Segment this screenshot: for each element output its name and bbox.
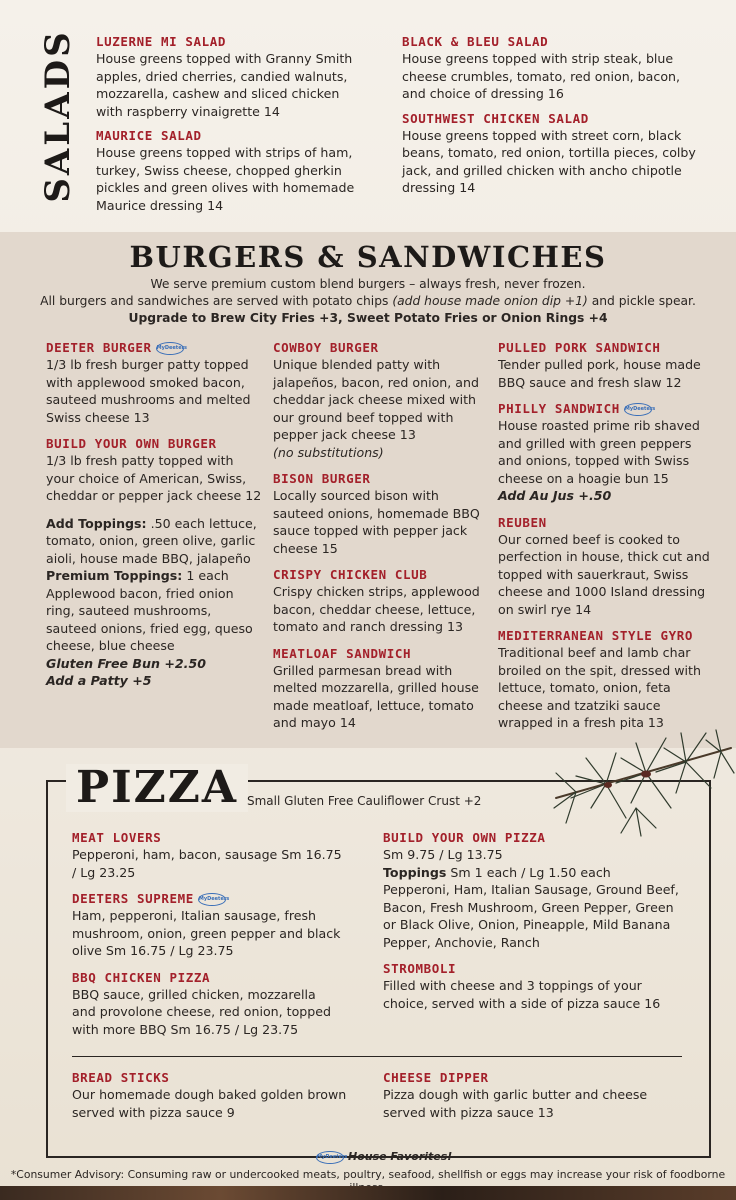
intro-line (0, 293, 736, 310)
menu-item (96, 34, 358, 120)
pizza-subtitle: Small Gluten Free Cauliflower Crust +2 (247, 794, 482, 808)
pizza-heading: PIZZA (66, 764, 248, 812)
item-description: Filled with cheese and 3 toppings of your choice, served with a side of pizza sauce 16 (383, 978, 661, 1011)
menu-item (72, 830, 342, 881)
salads-section (0, 0, 736, 232)
premium-label: Premium Toppings: (46, 568, 183, 583)
menu-item (72, 891, 342, 960)
item-description: House greens topped with street corn, black beans, tomato, red onion, tortilla pieces, colby jack, and grilled chicken with ancho chipotle dressing 14 (402, 127, 696, 195)
menu-item (383, 830, 683, 951)
pine-branch-icon (546, 728, 736, 838)
item-description: Our homemade dough baked golden brown served with pizza sauce 9 (72, 1087, 347, 1120)
salads-left-column (96, 34, 358, 222)
item-name: STROMBOLI (383, 961, 457, 976)
house-favorite-badge-icon: MyDeeters (624, 403, 652, 416)
item-description: Unique blended patty with jalapeños, bacon, red onion, and cheddar jack cheese mixed with our ground beef topped with pepper jack cheese 13 (273, 357, 479, 442)
item-name: PULLED PORK SANDWICH (498, 340, 661, 355)
add-patty: Add a Patty +5 (46, 673, 152, 688)
toppings-label: Toppings (383, 864, 447, 880)
item-name: MEDITERRANEAN STYLE GYRO (498, 628, 694, 643)
premium-toppings (46, 567, 262, 655)
gluten-free-bun: Gluten Free Bun +2.50 (46, 655, 206, 671)
intro-line: We serve premium custom blend burgers – always fresh, never frozen. (150, 277, 586, 291)
house-favorite-badge-icon: MyDeeters (316, 1151, 344, 1164)
menu-item (96, 128, 358, 214)
item-name: REUBEN (498, 514, 547, 530)
item-description: Pizza dough with garlic butter and cheese served with pizza sauce 13 (383, 1087, 648, 1120)
item-name: BREAD STICKS (72, 1070, 170, 1085)
item-name: BBQ CHICKEN PIZZA (72, 969, 211, 985)
menu-item (72, 970, 342, 1039)
premium-text: 1 each Applewood bacon, fried onion ring, sauteed mushrooms, sauteed onions, fried egg, queso cheese, blue cheese (46, 568, 253, 653)
burgers-column-2 (273, 340, 487, 742)
menu-item (498, 340, 716, 391)
item-name (498, 401, 716, 417)
menu-item (402, 34, 700, 103)
house-favorites-legend (316, 1150, 452, 1164)
burgers-column-1 (46, 340, 262, 700)
salads-right-column (402, 34, 700, 205)
item-name: CRISPY CHICKEN CLUB (273, 567, 428, 582)
toppings-label: Add Toppings: (46, 515, 147, 531)
burgers-intro (0, 276, 736, 327)
pizza-right-column (383, 830, 683, 1022)
cheese-dipper-item (383, 1070, 683, 1121)
menu-item (46, 340, 262, 426)
house-favorite-badge-icon: MyDeeters (198, 893, 226, 906)
item-description: BBQ sauce, grilled chicken, mozzarella and provolone cheese, red onion, topped with more BBQ Sm 16.75 / Lg 23.75 (72, 986, 332, 1037)
menu-item (498, 401, 716, 505)
add-toppings (46, 515, 262, 568)
item-description: Locally sourced bison with sauteed onions, homemade BBQ sauce topped with pepper jack cheese 15 (273, 488, 480, 556)
item-name (72, 891, 342, 907)
burnt-bottom-edge (0, 1186, 736, 1200)
consumer-advisory: *Consumer Advisory: Consuming raw or undercooked meats, poultry, seafood, shellfish or eggs may increase your risk of foodborne (10, 1168, 726, 1181)
item-note: (no substitutions) (273, 444, 384, 460)
item-description: 1/3 lb fresh burger patty topped with applewood smoked bacon, sauteed mushrooms and melted Swiss cheese 13 (46, 357, 251, 425)
salads-heading-wrap (36, 29, 80, 203)
menu-item (383, 961, 683, 1012)
menu-item (273, 567, 487, 636)
intro-text: All burgers and sandwiches are served with potato chips (40, 294, 393, 308)
item-name: BISON BURGER (273, 471, 371, 486)
item-description: House greens topped with strips of ham, turkey, Swiss cheese, chopped gherkin pickles and green olives with homemade Maurice dressing 14 (96, 145, 355, 213)
pizza-left-column (72, 830, 342, 1048)
menu-item (498, 515, 716, 619)
item-description: Grilled parmesan bread with melted mozzarella, grilled house made meatloaf, lettuce, tomato and mayo 14 (273, 662, 479, 730)
item-description: House roasted prime rib shaved and grilled with green peppers and onions, topped with Swiss cheese on a hoagie bun 15 (498, 418, 700, 486)
item-description: House greens topped with strip steak, blue cheese crumbles, tomato, red onion, bacon, and choice of dressing 16 (402, 51, 681, 101)
item-name-text: DEETER BURGER (46, 340, 152, 355)
burgers-heading: BURGERS & SANDWICHES (129, 240, 607, 274)
item-name (46, 340, 262, 356)
item-description: Traditional beef and lamb char broiled on the spit, dressed with lettuce, tomato, onion, feta cheese and tzatziki sauce wrapped in a fresh pita 13 (498, 645, 701, 730)
menu-item (273, 471, 487, 557)
item-name: COWBOY BURGER (273, 340, 379, 355)
toppings-price: Sm 1 each / Lg 1.50 each (446, 864, 611, 880)
burgers-section (0, 232, 736, 748)
item-description: Pepperoni, ham, bacon, sausage Sm 16.75 / Lg 23.25 (72, 847, 342, 880)
intro-onion-dip: (add house made onion dip +1) (392, 294, 588, 308)
item-name: BUILD YOUR OWN PIZZA (383, 830, 546, 845)
item-description: Tender pulled pork, house made BBQ sauce and fresh slaw 12 (498, 357, 701, 390)
pizza-divider (72, 1056, 682, 1057)
burgers-column-3 (498, 340, 716, 742)
toppings-list: Pepperoni, Ham, Italian Sausage, Ground Beef, Bacon, Fresh Mushroom, Green Pepper, Green or Black Olive, Onion, Pineapple, Mild Banana Pepper, Anchovie, Ranch (383, 882, 679, 950)
menu-item (273, 646, 487, 732)
item-name-text: PHILLY SANDWICH (498, 401, 620, 416)
menu-item (402, 111, 700, 197)
item-extra: Add Au Jus +.50 (498, 488, 612, 503)
menu-item (498, 628, 716, 732)
toppings-block (46, 515, 262, 690)
item-name: MEAT LOVERS (72, 830, 162, 845)
item-description: 1/3 lb fresh patty topped with your choice of American, Swiss, cheddar or pepper jack cheese 12 (46, 453, 262, 503)
item-name: SOUTHWEST CHICKEN SALAD (402, 110, 589, 126)
item-name: BLACK & BLEU SALAD (402, 34, 549, 49)
item-description: Ham, pepperoni, Italian sausage, fresh mushroom, onion, green pepper and black olive Sm 16.75 / Lg 23.75 (72, 908, 341, 958)
item-name: MEATLOAF SANDWICH (273, 645, 412, 661)
item-name-text: DEETERS SUPREME (72, 891, 194, 906)
item-name: BUILD YOUR OWN BURGER (46, 436, 217, 451)
item-name: LUZERNE MI SALAD (96, 34, 227, 49)
menu-item (273, 340, 487, 461)
bread-sticks-item (72, 1070, 352, 1121)
item-description: Our corned beef is cooked to perfection in house, thick cut and topped with sauerkraut, Swiss cheese and 1000 Island dressing on swirl rye 14 (498, 531, 710, 617)
menu-item (46, 436, 262, 505)
house-favorites-label: House Favorites! (348, 1150, 453, 1163)
item-name: MAURICE SALAD (96, 128, 202, 143)
intro-text: and pickle spear. (587, 294, 696, 308)
item-description: Crispy chicken strips, applewood bacon, cheddar cheese, lettuce, tomato and ranch dressing 13 (273, 584, 480, 634)
house-favorite-badge-icon: MyDeeters (156, 342, 184, 355)
item-price: Sm 9.75 / Lg 13.75 (383, 847, 503, 862)
item-name: CHEESE DIPPER (383, 1070, 489, 1085)
toppings-line (383, 864, 683, 882)
salads-heading: SALADS (38, 29, 78, 203)
item-description: House greens topped with Granny Smith apples, dried cherries, candied walnuts, mozzarella, cashew and sliced chicken with raspberry vinaigrette 14 (96, 51, 353, 119)
toppings-text: .50 each lettuce, tomato, onion, green olive, garlic aioli, house made BBQ, jalapeño (46, 515, 257, 566)
intro-upgrade: Upgrade to Brew City Fries +3, Sweet Potato Fries or Onion Rings +4 (128, 311, 608, 325)
